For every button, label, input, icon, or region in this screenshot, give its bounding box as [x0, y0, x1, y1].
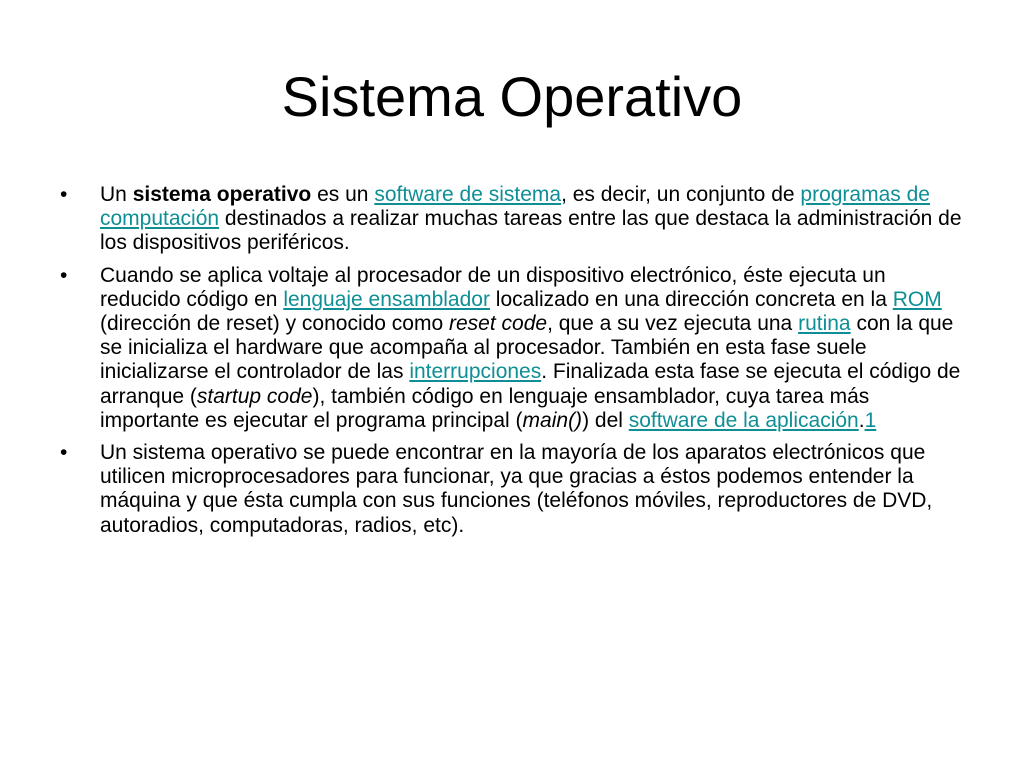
link-footnote-1[interactable]: 1: [864, 408, 877, 432]
bullet-item-1: [60, 183, 970, 256]
text-span: .: [858, 408, 865, 432]
text-span: ) del: [582, 408, 629, 432]
text-span: Cuando se aplica voltaje al procesador de un dispositivo electrónico, éste ejecuta un reducido código en: [100, 263, 886, 311]
text-span: es un: [311, 183, 375, 206]
text-span: , que a su vez ejecuta una: [547, 312, 799, 336]
link-software-de-la-aplicacion[interactable]: software de la aplicación: [628, 408, 859, 432]
text-span: , es decir, un conjunto de: [561, 183, 801, 206]
bullet-list: [60, 183, 970, 546]
link-rom[interactable]: ROM: [892, 287, 942, 311]
text-span: Un: [100, 183, 133, 206]
text-span: ), también código en lenguaje ensamblador, cuya tarea más importante es ejecutar el programa principal (: [100, 384, 870, 432]
bullet-item-3: [60, 441, 970, 538]
link-software-de-sistema[interactable]: software de sistema: [374, 183, 562, 206]
text-span: (dirección de reset) y conocido como: [100, 312, 449, 336]
bullet-icon: •: [60, 263, 68, 287]
slide-title: Sistema Operativo: [281, 65, 743, 128]
link-rutina[interactable]: rutina: [798, 312, 851, 336]
link-interrupciones[interactable]: interrupciones: [409, 360, 542, 384]
bullet-icon: •: [60, 441, 68, 465]
bold-term: sistema operativo: [132, 183, 312, 206]
text-span: destinados a realizar muchas tareas entre las que destaca la administración de los dispositivos periféricos.: [100, 207, 962, 255]
italic-term: startup code: [196, 384, 313, 408]
text-span: localizado en una dirección concreta en la: [489, 287, 893, 311]
bullet-icon: •: [60, 183, 68, 206]
bullet-item-2: [60, 264, 970, 433]
link-programas-de-computacion[interactable]: programas de computación: [100, 183, 930, 231]
link-lenguaje-ensamblador[interactable]: lenguaje ensamblador: [283, 287, 490, 311]
text-span: . Finalizada esta fase se ejecuta el código de arranque (: [100, 360, 961, 408]
text-span: con la que se inicializa el hardware que acompaña al procesador. También en esta fase suele inicializarse el controlador de las: [100, 312, 954, 384]
italic-term: main(): [522, 408, 583, 432]
text-span: Un sistema operativo se puede encontrar en la mayoría de los aparatos electrónicos que utilicen microprocesadores para funcionar, ya que gracias a éstos podemos entender la máquina y que ésta cumpla con sus funciones (teléfonos móviles, reproductores de DVD, autoradios, computadoras, radios, etc).: [100, 441, 933, 537]
italic-term: reset code: [449, 312, 548, 336]
